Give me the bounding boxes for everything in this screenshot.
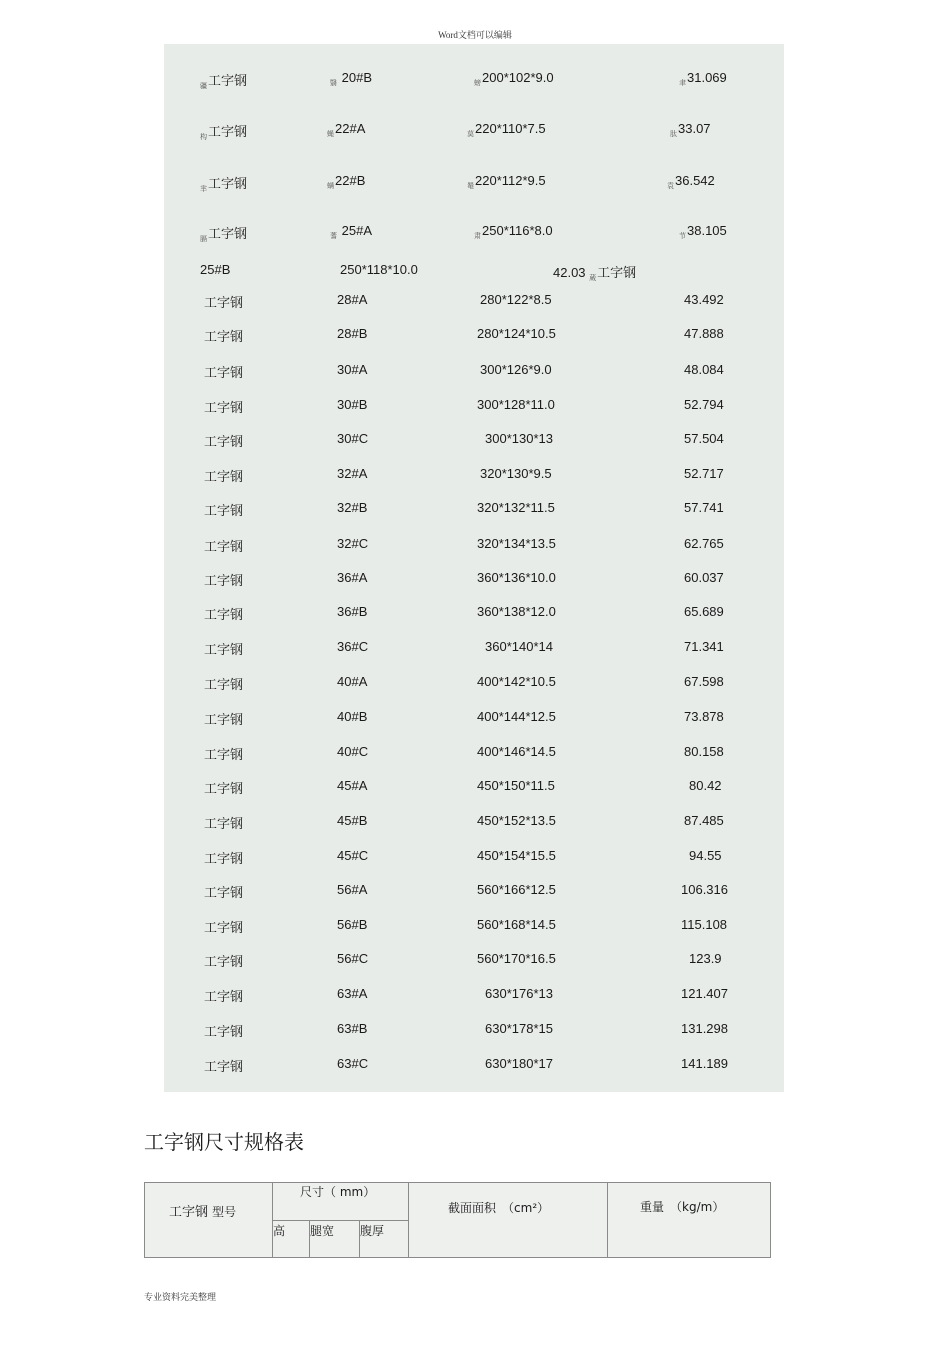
col-header-web-thickness: 腹厚 [360,1224,385,1238]
cell-name: 工字钢 [204,1024,244,1039]
cell-weight: 48.084 [684,362,724,377]
cell-model: 56#B [337,917,368,932]
cell-dims: 400*144*12.5 [477,709,556,724]
section-title: 工字钢尺寸规格表 [144,1130,304,1154]
table-row [164,362,784,382]
table-row [164,1056,784,1076]
cell-model: 45#C [337,848,369,863]
cell-model: 40#C [337,744,369,759]
cell-dims: 630*180*17 [485,1056,553,1071]
table-row [164,604,784,624]
divider [408,1183,409,1257]
cell-weight: 106.316 [681,882,728,897]
page-header: Word文档可以编辑 [438,30,512,40]
col-header-weight: 重量 [640,1200,665,1214]
cell-name: 工字钢 [204,503,244,518]
table-row [164,778,784,798]
cell-model: 32#B [337,500,368,515]
cell-model: 63#C [337,1056,369,1071]
cell-dims: 450*154*15.5 [477,848,556,863]
cell-dims: 400*146*14.5 [477,744,556,759]
table-row [164,882,784,902]
cell-name: 工字钢 [204,677,244,692]
table-row [164,709,784,729]
table-row [164,292,784,312]
cell-weight: 71.341 [684,639,724,654]
cell-model: 32#A [337,466,368,481]
table-row [164,326,784,346]
cell-dims: 560*170*16.5 [477,951,556,966]
cell-name: 工字钢 [204,607,244,622]
page-footer: 专业资料完美整理 [144,1293,217,1303]
cell-dims: 360*140*14 [485,639,553,654]
cell-weight: 141.189 [681,1056,728,1071]
cell-weight: 121.407 [681,986,728,1001]
table-row [164,674,784,694]
cell-weight: 80.42 [689,778,722,793]
cell-weight: 52.717 [684,466,724,481]
cell-model: 40#A [337,674,368,689]
cell-dims: 320*130*9.5 [480,466,552,481]
table-row [164,466,784,486]
cell-model: 32#C [337,536,369,551]
cell-weight: 47.888 [684,326,724,341]
cell-dims: 450*150*11.5 [477,778,555,793]
cell-model: 30#B [337,397,368,412]
cell-weight: 80.158 [684,744,724,759]
cell-model: 28#B [337,326,368,341]
table-row [164,639,784,659]
cell-name: 工字钢 [204,329,244,344]
cell-name: 工字钢 [204,712,244,727]
cell-dims: 300*130*13 [485,431,553,446]
cell-name: 工字钢 [204,851,244,866]
cell-name: 工字钢 [204,642,244,657]
cell-name: 工字钢 [204,469,244,484]
cell-model: 30#C [337,431,369,446]
cell-weight: 123.9 [689,951,722,966]
col-header-size: 尺寸（ mm） [300,1185,376,1199]
cell-name: 工字钢 [204,434,244,449]
cell-dims: 300*128*11.0 [477,397,555,412]
col-header-model: 型号 [212,1205,237,1219]
cell-weight: 62.765 [684,536,724,551]
cell-model: 56#A [337,882,368,897]
table-row [164,951,784,971]
cell-name: 工字钢 [204,781,244,796]
cell-dims: 630*178*15 [485,1021,553,1036]
cell-dims: 280*122*8.5 [480,292,552,307]
cell-model: 40#B [337,709,368,724]
cell-dims: 450*152*13.5 [477,813,556,828]
cell-weight: 67.598 [684,674,724,689]
col-header-weight-unit: （kg/m） [676,1200,725,1214]
cell-weight: 65.689 [684,604,724,619]
cell-model: 28#A [337,292,368,307]
cell-weight: 57.504 [684,431,724,446]
table-row [164,986,784,1006]
col-header-area-unit: （cm²） [508,1201,550,1215]
table-row [164,397,784,417]
table-row [164,917,784,937]
cell-weight: 115.108 [681,917,728,932]
cell-dims: 360*136*10.0 [477,570,556,585]
cell-name: 工字钢 [204,295,244,310]
col-header-leg-width: 腿宽 [310,1224,335,1238]
cell-dims: 630*176*13 [485,986,553,1001]
cell-name: 工字钢 [204,573,244,588]
cell-weight: 87.485 [684,813,724,828]
cell-dims: 320*134*13.5 [477,536,556,551]
cell-model: 30#A [337,362,368,377]
cell-name: 工字钢 [204,1059,244,1074]
cell-dims: 560*168*14.5 [477,917,556,932]
cell-name: 工字钢 [204,400,244,415]
table-row: $_疆$工字钢 $_翳$ 20#B $_螃$200*102*9.0 $_聿$31.069 [200,70,727,90]
col-header-area: 截面面积 [448,1201,497,1215]
cell-name: 工字钢 [204,365,244,380]
cell-weight: 60.037 [684,570,724,585]
cell-weight: 73.878 [684,709,724,724]
cell-dims: 280*124*10.5 [477,326,556,341]
cell-model: 63#B [337,1021,368,1036]
divider [272,1220,408,1221]
table-row [164,536,784,556]
cell-weight: 52.794 [684,397,724,412]
cell-weight: 57.741 [684,500,724,515]
cell-model: 36#C [337,639,369,654]
table-row: $_膈$工字钢 $_蓍$ 25#A $_肃$250*116*8.0 $_节$38.105 [200,223,727,243]
cell-dims: 320*132*11.5 [477,500,555,515]
cell-model: 36#B [337,604,368,619]
spec-table-header [144,1182,771,1258]
cell-name: 工字钢 [204,539,244,554]
cell-dims: 360*138*12.0 [477,604,556,619]
cell-name: 工字钢 [204,989,244,1004]
divider [607,1183,608,1257]
table-row [164,1021,784,1041]
cell-model: 45#A [337,778,368,793]
table-row [164,500,784,520]
cell-model: 36#A [337,570,368,585]
table-row: $_芈$工字钢 $_螨$22#B $_罨$220*112*9.5 $_袁$36.542 [200,173,715,193]
cell-weight: 131.298 [681,1021,728,1036]
cell-name: 工字钢 [204,920,244,935]
cell-model: 56#C [337,951,369,966]
table-row [164,848,784,868]
cell-dims: 400*142*10.5 [477,674,556,689]
cell-dims: 560*166*12.5 [477,882,556,897]
table-row: $_构$工字钢 $_蝇$22#A $_莫$220*110*7.5 $_肽$33.07 [200,121,711,141]
cell-weight: 94.55 [689,848,722,863]
cell-name: 工字钢 [204,816,244,831]
cell-name: 工字钢 [204,954,244,969]
cell-model: 45#B [337,813,368,828]
table-row [164,431,784,451]
table-row [164,813,784,833]
cell-name: 工字钢 [204,747,244,762]
table-row: 25#B 250*118*10.0 42.03 $_蒇$工字钢 [200,262,637,282]
cell-model: 63#A [337,986,368,1001]
col-header-steel: 工字钢 [169,1205,209,1220]
table-row [164,744,784,764]
col-header-height: 高 [273,1224,286,1238]
table-row [164,570,784,590]
cell-name: 工字钢 [204,885,244,900]
cell-weight: 43.492 [684,292,724,307]
cell-dims: 300*126*9.0 [480,362,552,377]
